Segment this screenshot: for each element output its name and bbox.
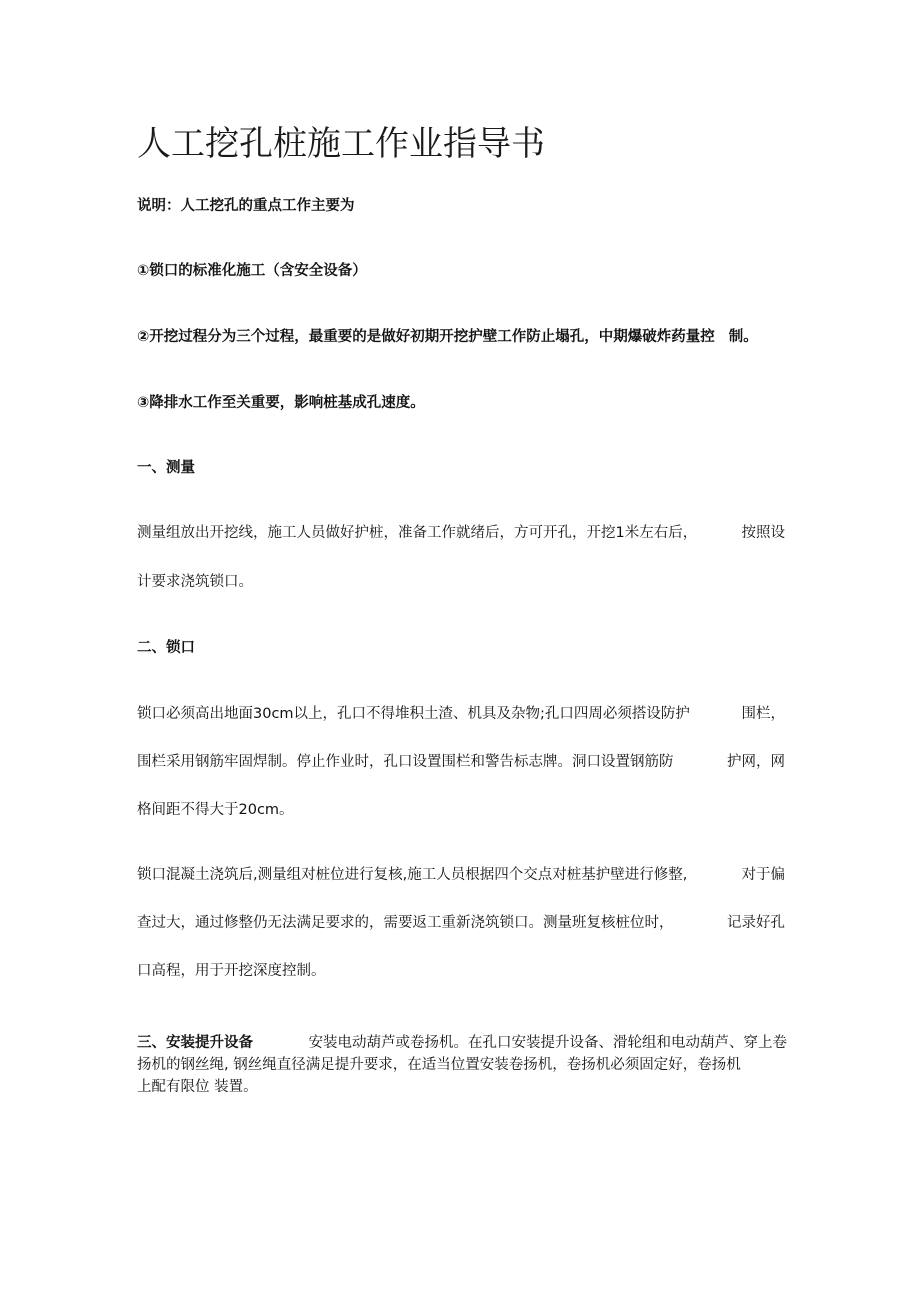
section-3-line-3-text: 上配有限位 装置。 (137, 1079, 258, 1095)
intro-label: 说明：人工挖孔的重点工作主要为 (137, 198, 355, 214)
section-2-p1-line-2-b: 护网，网 (727, 754, 785, 770)
section-3-paragraph (137, 1032, 787, 1098)
section-3-line-2-text: 扬机的钢丝绳, 钢丝绳直径满足提升要求，在适当位置安装卷扬机，卷扬机必须固定好，卷扬机 (137, 1057, 741, 1073)
section-1-heading: 一、测量 (137, 460, 195, 476)
section-2-p2-line-1 (137, 865, 785, 885)
section-2-p1-line-1-b: 围栏， (741, 706, 785, 722)
section-2-p2-line-3: 口高程，用于开挖深度控制。 (137, 963, 326, 979)
section-3-line-3 (137, 1076, 787, 1098)
section-3-line-1-text: 安装电动葫芦或卷扬机。在孔口安装提升设备、滑轮组和电动葫芦、穿上卷 (308, 1035, 787, 1051)
section-2-p2-line-2 (137, 913, 785, 933)
section-2-p1-line-1 (137, 704, 785, 724)
section-2-p1-line-2 (137, 752, 785, 772)
section-2-p2-line-1-b: 对于偏 (741, 867, 785, 883)
section-3-heading: 三、安装提升设备 (137, 1035, 253, 1051)
section-2-p1-line-2-a: 围栏采用钢筋牢固焊制。停止作业时，孔口设置围栏和警告标志牌。洞口设置钢筋防 (137, 754, 674, 770)
intro-point-2 (137, 327, 758, 347)
section-2-p1-line-1-a: 锁口必须高出地面30cm以上，孔口不得堆积土渣、机具及杂物;孔口四周必须搭设防护 (137, 706, 690, 722)
section-2-p2-line-2-a: 查过大，通过修整仍无法满足要求的，需要返工重新浇筑锁口。测量班复核桩位时， (137, 915, 674, 931)
section-1-line-2: 计要求浇筑锁口。 (137, 574, 253, 590)
intro-point-1: ①锁口的标准化施工（含安全设备） (137, 263, 367, 279)
section-3-line-1 (137, 1032, 787, 1054)
intro-point-2-text: ②开挖过程分为三个过程，最重要的是做好初期开挖护壁工作防止塌孔，中期爆破炸药量控 (137, 329, 715, 345)
section-1-line-1 (137, 523, 785, 543)
section-1-line-1-b: 按照设 (741, 525, 785, 541)
section-3-line-2 (137, 1054, 787, 1076)
section-1-line-1-a: 测量组放出开挖线，施工人员做好护桩，准备工作就绪后，方可开孔，开挖1米左右后， (137, 525, 698, 541)
section-2-p1-line-3: 格间距不得大于20cm。 (137, 802, 294, 818)
section-2-heading: 二、锁口 (137, 640, 195, 656)
section-2-p2-line-1-a: 锁口混凝土浇筑后,测量组对桩位进行复核,施工人员根据四个交点对桩基护壁进行修整, (137, 867, 688, 883)
document-title: 人工挖孔桩施工作业指导书 (137, 124, 545, 164)
intro-point-2-tail: 制。 (728, 329, 758, 345)
intro-point-3: ③降排水工作至关重要，影响桩基成孔速度。 (137, 395, 425, 411)
section-2-p2-line-2-b: 记录好孔 (727, 915, 785, 931)
